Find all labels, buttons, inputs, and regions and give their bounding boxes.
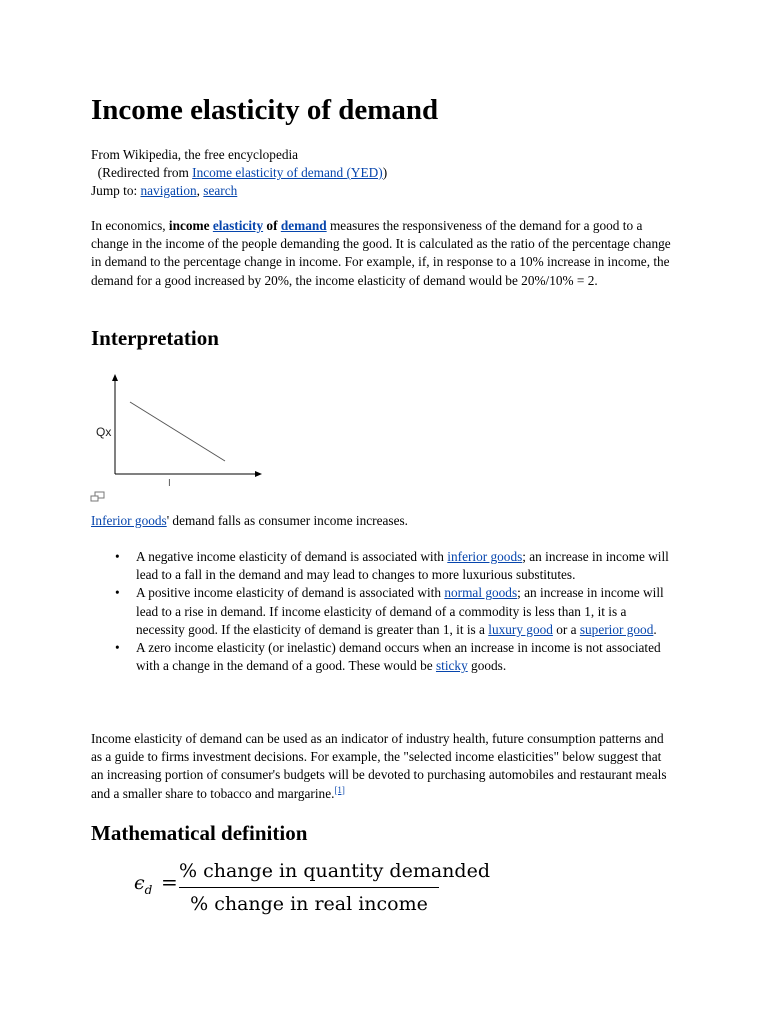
redirect-link[interactable]: Income elasticity of demand (YED)	[192, 165, 383, 180]
jump-separator: ,	[196, 183, 204, 198]
bullet-icon: •	[115, 549, 120, 564]
list-text: ; an increase in income will lead to a fall in the demand and may lead to changes to more luxurious substitutes.	[136, 549, 669, 583]
x-axis-arrow	[255, 471, 262, 477]
superior-good-link[interactable]: superior good	[579, 621, 654, 637]
indicator-paragraph	[91, 730, 671, 803]
list-text: .	[653, 621, 657, 637]
list-item	[91, 584, 671, 639]
magnify-icon[interactable]	[90, 491, 106, 503]
article-meta	[91, 146, 387, 200]
jump-navigation-link[interactable]: navigation	[140, 183, 197, 198]
list-item	[91, 548, 671, 584]
interpretation-heading: Interpretation	[91, 326, 219, 350]
list-text: A zero income elasticity (or inelastic) demand occurs when an increase in income is not associated with a change in the demand of a good. These would be	[136, 640, 661, 674]
demand-link[interactable]	[281, 218, 327, 233]
math-definition-heading: Mathematical definition	[91, 821, 308, 845]
formula-numerator: % change in quantity demanded	[179, 860, 490, 882]
elasticity-link-label: elasticity	[212, 218, 264, 233]
intro-bold-of: of	[266, 218, 278, 233]
bullet-icon: •	[115, 585, 120, 601]
citation-link[interactable]: [1]	[334, 784, 345, 795]
y-axis-label: Qx	[96, 425, 112, 439]
list-text: ; an increase in income will lead to a rise in demand. If income elasticity of demand of a commodity is less than 1, it is a necessity good. If the elasticity of demand is greater than 1, it is a	[136, 585, 664, 637]
list-text: or a	[552, 621, 580, 637]
formula-fraction	[179, 856, 490, 918]
y-axis-arrow	[112, 374, 118, 381]
intro-bold-income: income	[168, 218, 210, 233]
fraction-bar	[179, 887, 439, 888]
epsilon-symbol	[134, 872, 152, 897]
page-title: Income elasticity of demand	[91, 94, 439, 126]
jump-search-link[interactable]: search	[203, 183, 238, 198]
caption-text: ' demand falls as consumer income increases.	[166, 513, 408, 528]
redirect-suffix: )	[382, 165, 388, 180]
normal-goods-link[interactable]: normal goods	[444, 585, 518, 601]
elasticity-link[interactable]	[213, 218, 263, 233]
intro-text-1: In economics,	[91, 218, 169, 233]
luxury-good-link[interactable]: luxury good	[488, 621, 553, 637]
demand-link-label: demand	[280, 218, 327, 233]
jump-links	[91, 182, 387, 200]
demand-curve	[130, 402, 225, 461]
epsilon-char: ϵ	[134, 872, 145, 894]
intro-text-2: measures the responsiveness of the demand for a good to a change in the income of the people demanding the good. It is calculated as the ratio of the percentage change in demand to the percentage change in income. For example, if, in response to a 10% increase in income, the demand for a good increased by 20%, the income elasticity of demand would be 20%/10% = 2.	[91, 218, 671, 288]
inferior-goods-figure	[90, 370, 270, 490]
x-axis-label: I	[168, 478, 171, 489]
indicator-text: Income elasticity of demand can be used as an indicator of industry health, future consumption patterns and as a guide to firms investment decisions. For example, the "selected income elasticities" below suggest that an increasing portion of consumer's budgets will be devoted to purchasing automobiles and restaurant meals and a smaller share to tobacco and margarine.	[91, 731, 667, 801]
list-text: A negative income elasticity of demand is associated with	[136, 549, 448, 564]
equals-sign: =	[161, 870, 178, 894]
epsilon-subscript: d	[144, 882, 153, 897]
inferior-goods-link[interactable]: inferior goods	[447, 549, 523, 564]
formula-denominator: % change in real income	[190, 893, 428, 915]
inferior-goods-caption-link[interactable]: Inferior goods	[91, 513, 167, 528]
interpretation-list	[91, 548, 671, 675]
intro-paragraph	[91, 217, 671, 290]
redirect-notice	[91, 164, 387, 182]
redirect-prefix: (Redirected from	[97, 165, 193, 180]
jump-prefix: Jump to:	[91, 183, 141, 198]
bullet-icon: •	[115, 640, 120, 656]
site-subtitle: From Wikipedia, the free encyclopedia	[91, 147, 299, 162]
list-text: goods.	[467, 658, 507, 674]
sticky-link[interactable]: sticky	[435, 658, 468, 674]
list-text: A positive income elasticity of demand is associated with	[136, 585, 445, 601]
figure-caption	[91, 512, 408, 530]
list-item	[91, 639, 671, 675]
